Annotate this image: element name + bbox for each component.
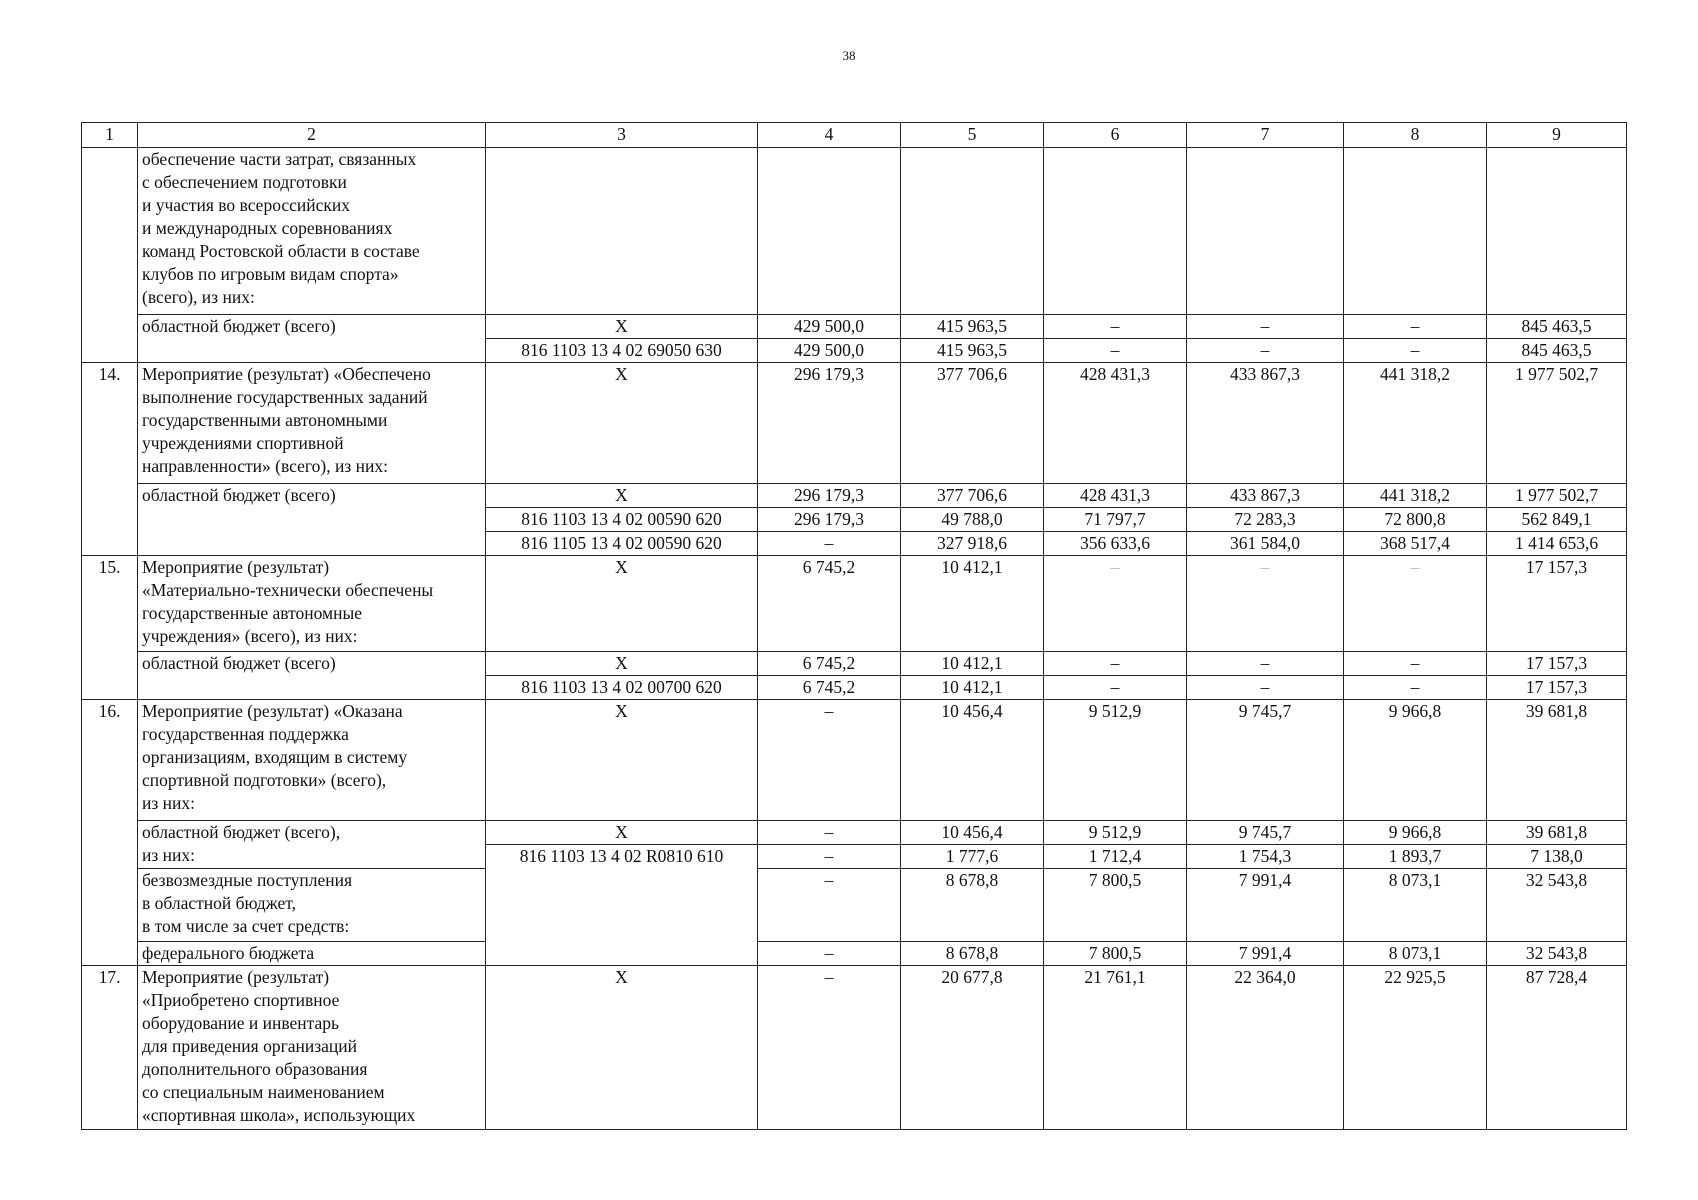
value-cell: 1 712,4 [1044, 845, 1187, 869]
value-cell: 433 867,3 [1187, 484, 1344, 508]
value-cell: 7 800,5 [1044, 869, 1187, 942]
value-cell: 429 500,0 [758, 315, 901, 339]
value-cell: – [1187, 652, 1344, 676]
value-cell: 415 963,5 [901, 339, 1044, 363]
row-number-cell: 17. [82, 966, 138, 1130]
value-cell: 10 412,1 [901, 556, 1044, 652]
value-cell: 8 073,1 [1344, 942, 1487, 966]
value-cell: – [1187, 556, 1344, 652]
value-cell: 562 849,1 [1487, 508, 1627, 532]
table-row [82, 363, 1627, 484]
measure-text: обеспечение части затрат, связанных с обеспечением подготовки и участия во всероссийских и международных соревнованиях команд Ростовской области в составе клубов по игровым видам спорта» (всего), из них: [138, 148, 486, 315]
code-cell: 816 1103 13 4 02 00700 620 [486, 676, 758, 700]
code-cell: 816 1103 13 4 02 69050 630 [486, 339, 758, 363]
value-cell: 296 179,3 [758, 363, 901, 484]
value-cell: 845 463,5 [1487, 339, 1627, 363]
row-number-cell: 14. [82, 363, 138, 556]
header-row [82, 123, 1627, 148]
table-row [82, 652, 1627, 676]
measure-text: Мероприятие (результат) «Оказана государственная поддержка организациям, входящим в систему спортивной подготовки» (всего), из них: [138, 700, 486, 821]
code-cell: 816 1103 13 4 02 00590 620 [486, 508, 758, 532]
value-cell: 8 678,8 [901, 869, 1044, 942]
value-cell: 17 157,3 [1487, 652, 1627, 676]
value-cell: 441 318,2 [1344, 363, 1487, 484]
value-cell: 433 867,3 [1187, 363, 1344, 484]
value-cell: – [1344, 339, 1487, 363]
value-cell: – [1344, 652, 1487, 676]
value-cell: 22 925,5 [1344, 966, 1487, 1130]
row-number-cell [82, 148, 138, 363]
value-cell: 6 745,2 [758, 556, 901, 652]
value-cell: 8 073,1 [1344, 869, 1487, 942]
code-cell: X [486, 484, 758, 508]
value-cell: – [1187, 339, 1344, 363]
measure-text: Мероприятие (результат) «Приобретено спортивное оборудование и инвентарь для приведения организаций дополнительного образования со специальным наименованием «спортивная школа», использующих [138, 966, 486, 1130]
value-cell: 429 500,0 [758, 339, 901, 363]
budget-label: федерального бюджета [138, 942, 486, 966]
table-row [82, 148, 1627, 315]
value-cell: 356 633,6 [1044, 532, 1187, 556]
header-cell: 5 [901, 123, 1044, 148]
header-cell: 8 [1344, 123, 1487, 148]
code-cell: X [486, 700, 758, 821]
value-cell: 327 918,6 [901, 532, 1044, 556]
value-cell [1044, 148, 1187, 315]
header-cell: 6 [1044, 123, 1187, 148]
table-row [82, 556, 1627, 652]
value-cell [1187, 148, 1344, 315]
value-cell: 8 678,8 [901, 942, 1044, 966]
code-cell: X [486, 821, 758, 845]
budget-table [81, 122, 1627, 1130]
header-cell: 3 [486, 123, 758, 148]
code-cell: X [486, 966, 758, 1130]
value-cell: 377 706,6 [901, 484, 1044, 508]
table-row [82, 821, 1627, 845]
table-row [82, 315, 1627, 339]
header-cell: 7 [1187, 123, 1344, 148]
value-cell: – [1044, 339, 1187, 363]
header-cell: 9 [1487, 123, 1627, 148]
value-cell: – [1044, 652, 1187, 676]
value-cell: 845 463,5 [1487, 315, 1627, 339]
value-cell: – [1187, 676, 1344, 700]
code-cell: X [486, 315, 758, 339]
value-cell: 415 963,5 [901, 315, 1044, 339]
value-cell: – [758, 942, 901, 966]
value-cell: 87 728,4 [1487, 966, 1627, 1130]
value-cell: – [1044, 315, 1187, 339]
code-cell: 816 1103 13 4 02 R0810 610 [486, 845, 758, 966]
value-cell: 7 991,4 [1187, 942, 1344, 966]
value-cell: – [1344, 676, 1487, 700]
code-cell: 816 1105 13 4 02 00590 620 [486, 532, 758, 556]
value-cell: 6 745,2 [758, 652, 901, 676]
value-cell: 9 745,7 [1187, 821, 1344, 845]
value-cell: 9 966,8 [1344, 821, 1487, 845]
value-cell: 9 745,7 [1187, 700, 1344, 821]
table-row [82, 700, 1627, 821]
code-cell [486, 148, 758, 315]
code-cell: X [486, 556, 758, 652]
value-cell: 428 431,3 [1044, 363, 1187, 484]
measure-text: Мероприятие (результат) «Обеспечено выполнение государственных заданий государственными автономными учреждениями спортивной направленности» (всего), из них: [138, 363, 486, 484]
value-cell: – [758, 821, 901, 845]
value-cell: 428 431,3 [1044, 484, 1187, 508]
row-number-cell: 16. [82, 700, 138, 966]
value-cell: 441 318,2 [1344, 484, 1487, 508]
value-cell [1344, 148, 1487, 315]
value-cell: 49 788,0 [901, 508, 1044, 532]
value-cell: 1 754,3 [1187, 845, 1344, 869]
value-cell: 296 179,3 [758, 508, 901, 532]
value-cell: 72 800,8 [1344, 508, 1487, 532]
value-cell: 7 800,5 [1044, 942, 1187, 966]
value-cell: 9 966,8 [1344, 700, 1487, 821]
value-cell: 1 414 653,6 [1487, 532, 1627, 556]
value-cell: 72 283,3 [1187, 508, 1344, 532]
page-number: 38 [842, 48, 856, 63]
value-cell: 9 512,9 [1044, 700, 1187, 821]
code-cell: X [486, 363, 758, 484]
budget-label: областной бюджет (всего) [138, 315, 486, 363]
header-cell: 2 [138, 123, 486, 148]
measure-text: Мероприятие (результат) «Материально-технически обеспечены государственные автономные учреждения» (всего), из них: [138, 556, 486, 652]
value-cell: 377 706,6 [901, 363, 1044, 484]
value-cell: 20 677,8 [901, 966, 1044, 1130]
budget-label: областной бюджет (всего), из них: [138, 821, 486, 869]
value-cell: – [1044, 676, 1187, 700]
value-cell: 39 681,8 [1487, 821, 1627, 845]
budget-label: безвозмездные поступления в областной бюджет, в том числе за счет средств: [138, 869, 486, 942]
value-cell: 1 893,7 [1344, 845, 1487, 869]
value-cell: 39 681,8 [1487, 700, 1627, 821]
value-cell: 368 517,4 [1344, 532, 1487, 556]
code-cell: X [486, 652, 758, 676]
value-cell: 32 543,8 [1487, 942, 1627, 966]
table-row [82, 942, 1627, 966]
value-cell: – [1344, 315, 1487, 339]
value-cell: 22 364,0 [1187, 966, 1344, 1130]
value-cell: – [758, 845, 901, 869]
value-cell [901, 148, 1044, 315]
table-row [82, 869, 1627, 942]
header-cell: 1 [82, 123, 138, 148]
value-cell: – [758, 869, 901, 942]
value-cell: 21 761,1 [1044, 966, 1187, 1130]
value-cell: 10 456,4 [901, 821, 1044, 845]
header-cell: 4 [758, 123, 901, 148]
value-cell: – [758, 532, 901, 556]
value-cell: 9 512,9 [1044, 821, 1187, 845]
value-cell: 7 138,0 [1487, 845, 1627, 869]
value-cell: 32 543,8 [1487, 869, 1627, 942]
value-cell: 10 412,1 [901, 676, 1044, 700]
value-cell: – [758, 966, 901, 1130]
value-cell: 7 991,4 [1187, 869, 1344, 942]
value-cell: 17 157,3 [1487, 556, 1627, 652]
value-cell: 1 977 502,7 [1487, 363, 1627, 484]
value-cell: 10 456,4 [901, 700, 1044, 821]
value-cell: – [1344, 556, 1487, 652]
value-cell: 71 797,7 [1044, 508, 1187, 532]
value-cell [758, 148, 901, 315]
budget-label: областной бюджет (всего) [138, 484, 486, 556]
value-cell: 361 584,0 [1187, 532, 1344, 556]
table-row [82, 966, 1627, 1130]
value-cell: 6 745,2 [758, 676, 901, 700]
value-cell [1487, 148, 1627, 315]
value-cell: 1 777,6 [901, 845, 1044, 869]
row-number-cell: 15. [82, 556, 138, 700]
value-cell: – [1187, 315, 1344, 339]
budget-label: областной бюджет (всего) [138, 652, 486, 700]
value-cell: – [1044, 556, 1187, 652]
value-cell: 10 412,1 [901, 652, 1044, 676]
value-cell: 296 179,3 [758, 484, 901, 508]
table-row [82, 484, 1627, 508]
value-cell: 17 157,3 [1487, 676, 1627, 700]
value-cell: 1 977 502,7 [1487, 484, 1627, 508]
value-cell: – [758, 700, 901, 821]
